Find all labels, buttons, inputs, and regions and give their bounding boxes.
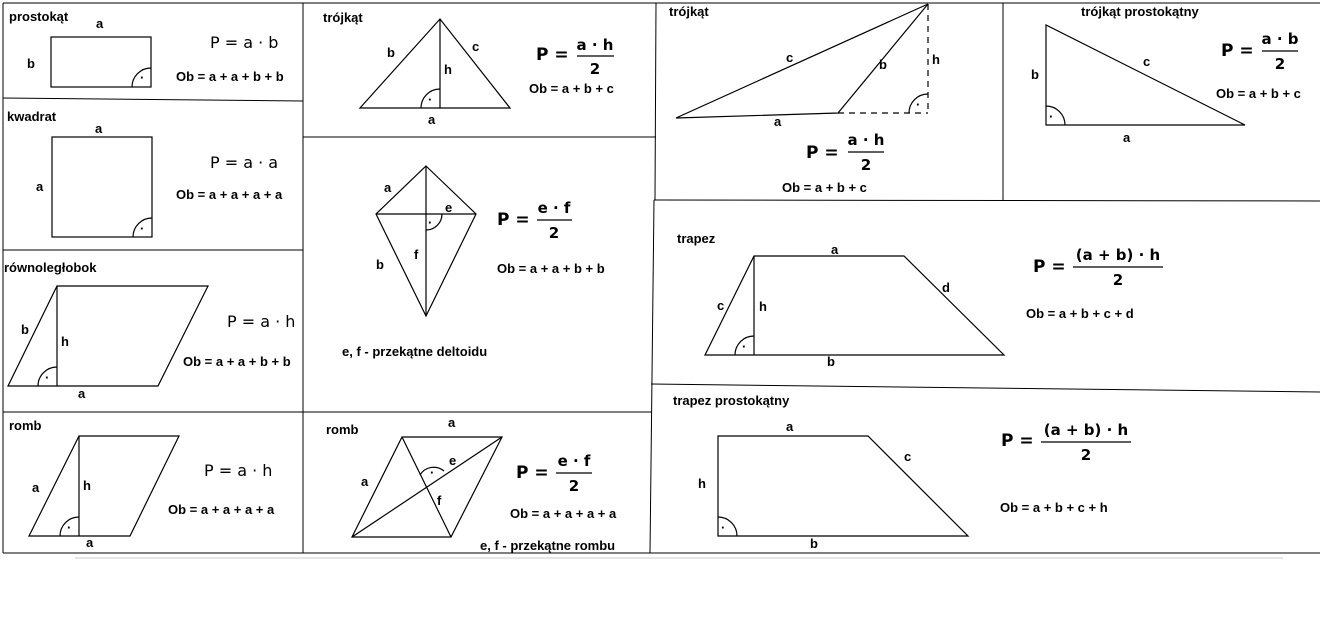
base-b-label: b — [810, 536, 818, 551]
area-formula: P = a · a — [210, 153, 279, 172]
area-formula: P = a · b — [210, 33, 279, 52]
top-a-label: a — [831, 242, 839, 257]
side-b-label: b — [387, 45, 395, 60]
perimeter-formula: Ob = a + b + c — [782, 180, 867, 195]
area-prefix: P = — [1033, 257, 1066, 277]
area-numerator: e · f — [557, 452, 591, 470]
trapez-prostokatny-title: trapez prostokątny — [673, 393, 790, 408]
perimeter-formula: Ob = a + b + c — [1216, 86, 1301, 101]
base-a-label: a — [428, 112, 436, 127]
kwadrat-title: kwadrat — [7, 109, 57, 124]
right-angle-dot: · — [428, 215, 433, 230]
base-a-label: a — [86, 535, 94, 550]
side-c-label: c — [717, 298, 725, 313]
grid-col2-divider-bottom — [650, 200, 654, 553]
cell-trapez-prostokatny — [673, 393, 1131, 551]
perimeter-formula: Ob = a + a + b + b — [183, 354, 291, 369]
side-a-top-label: a — [95, 121, 103, 136]
height-h-label: h — [61, 334, 69, 349]
area-numerator: a · b — [1261, 30, 1299, 48]
right-angle-dot: · — [916, 97, 921, 112]
area-numerator: a · h — [847, 131, 885, 149]
perimeter-formula: Ob = a + a + a + a — [510, 506, 617, 521]
side-a-left-label: a — [361, 474, 369, 489]
side-b-label: b — [1031, 67, 1039, 82]
height-h-label: h — [83, 478, 91, 493]
height-h-label: h — [698, 476, 706, 491]
area-denominator: 2 — [548, 224, 560, 242]
right-angle-dot: · — [140, 70, 145, 85]
side-d-label: d — [942, 280, 950, 295]
perimeter-formula: Ob = a + a + b + b — [176, 69, 284, 84]
side-c-label: c — [472, 39, 480, 54]
area-prefix: P = — [806, 143, 839, 163]
area-numerator: (a + b) · h — [1075, 246, 1161, 264]
side-c-label: c — [786, 50, 794, 65]
height-h-label: h — [759, 299, 767, 314]
rownoleglobok-title: równoległobok — [4, 260, 97, 275]
right-angle-dot: · — [430, 465, 435, 480]
right-angle-dot: · — [742, 339, 747, 354]
area-denominator: 2 — [1112, 271, 1124, 289]
right-trapezoid-shape — [718, 436, 968, 536]
area-formula: P = a · h — [227, 312, 296, 331]
cell-deltoid — [342, 166, 605, 359]
right-angle-dot: · — [1049, 109, 1054, 124]
side-a-label: a — [78, 386, 86, 401]
cell-kwadrat — [7, 109, 283, 237]
area-prefix: P = — [1221, 41, 1254, 61]
cell-prostokat — [9, 9, 284, 87]
side-a-label: a — [96, 16, 104, 31]
diagonal-e-label: e — [445, 200, 453, 215]
perimeter-formula: Ob = a + a + b + b — [497, 261, 605, 276]
cell-romb-left — [9, 418, 275, 550]
side-c-label: c — [904, 449, 912, 464]
cell-trojkat-1 — [323, 10, 614, 127]
side-b-label: b — [21, 322, 29, 337]
square-shape — [52, 137, 152, 237]
romb-right-title: romb — [326, 422, 359, 437]
area-numerator: e · f — [537, 199, 571, 217]
diagonal-e-label: e — [449, 453, 457, 468]
cell-rownoleglobok — [4, 260, 295, 401]
right-angle-dot: · — [67, 520, 72, 535]
right-angle-dot: · — [45, 370, 50, 385]
area-denominator: 2 — [1080, 446, 1092, 464]
right-angle-dot: · — [721, 520, 726, 535]
area-denominator: 2 — [568, 477, 580, 495]
cell-romb-right — [326, 415, 617, 553]
right-triangle-shape — [1046, 25, 1245, 125]
base-b-label: b — [827, 354, 835, 369]
grid-row-a1 — [3, 98, 303, 101]
perimeter-formula: Ob = a + b + c — [529, 81, 614, 96]
diagonal-f-label: f — [414, 247, 419, 262]
area-numerator: a · h — [576, 36, 614, 54]
rectangle-shape — [51, 37, 151, 87]
deltoid-note: e, f - przekątne deltoidu — [342, 344, 488, 359]
side-c-label: c — [1143, 54, 1151, 69]
perimeter-formula: Ob = a + b + c + d — [1026, 306, 1134, 321]
romb-left-title: romb — [9, 418, 42, 433]
prostokat-title: prostokąt — [9, 9, 69, 24]
cell-trapez — [677, 231, 1163, 369]
perimeter-formula: Ob = a + a + a + a — [168, 502, 275, 517]
obtuse-triangle-shape — [676, 4, 928, 118]
cell-trojkat-2 — [669, 4, 940, 195]
area-denominator: 2 — [860, 156, 872, 174]
area-prefix: P = — [536, 45, 569, 65]
grid-row-c2 — [651, 384, 1320, 392]
height-h-label: h — [932, 52, 940, 67]
side-a-top-label: a — [448, 415, 456, 430]
side-a-left-label: a — [36, 179, 44, 194]
area-prefix: P = — [1001, 431, 1034, 451]
area-denominator: 2 — [589, 60, 601, 78]
top-a-label: a — [786, 419, 794, 434]
area-denominator: 2 — [1274, 55, 1286, 73]
side-b-label: b — [27, 56, 35, 71]
height-h-label: h — [444, 62, 452, 77]
side-b-label: b — [376, 257, 384, 272]
diagonal-f-label: f — [437, 493, 442, 508]
area-prefix: P = — [516, 463, 549, 483]
perimeter-formula: Ob = a + b + c + h — [1000, 500, 1108, 515]
trojkat2-title: trójkąt — [669, 4, 709, 19]
base-a-label: a — [774, 114, 782, 129]
trapez-title: trapez — [677, 231, 716, 246]
side-a-label: a — [32, 480, 40, 495]
perimeter-formula: Ob = a + a + a + a — [176, 187, 283, 202]
trojkat1-title: trójkąt — [323, 10, 363, 25]
side-a-label: a — [1123, 130, 1131, 145]
right-angle-dot: · — [140, 221, 145, 236]
right-angle-dot: · — [428, 92, 433, 107]
grid-col2-divider-top — [655, 3, 656, 200]
diagonal-f-line — [402, 437, 451, 537]
grid-row-c1 — [654, 200, 1320, 201]
rhombus-note: e, f - przekątne rombu — [480, 538, 616, 553]
trapezoid-shape — [705, 256, 1004, 355]
rhombus-shape — [29, 436, 179, 536]
cell-trojkat-prostokatny — [1031, 4, 1301, 145]
side-a-label: a — [384, 180, 392, 195]
area-numerator: (a + b) · h — [1043, 421, 1129, 439]
area-prefix: P = — [497, 210, 530, 230]
area-formula: P = a · h — [204, 461, 273, 480]
side-b-label: b — [879, 57, 887, 72]
trojkat-prostokatny-title: trójkąt prostokątny — [1081, 4, 1199, 19]
parallelogram-shape — [8, 286, 208, 386]
triangle-shape — [360, 19, 510, 108]
